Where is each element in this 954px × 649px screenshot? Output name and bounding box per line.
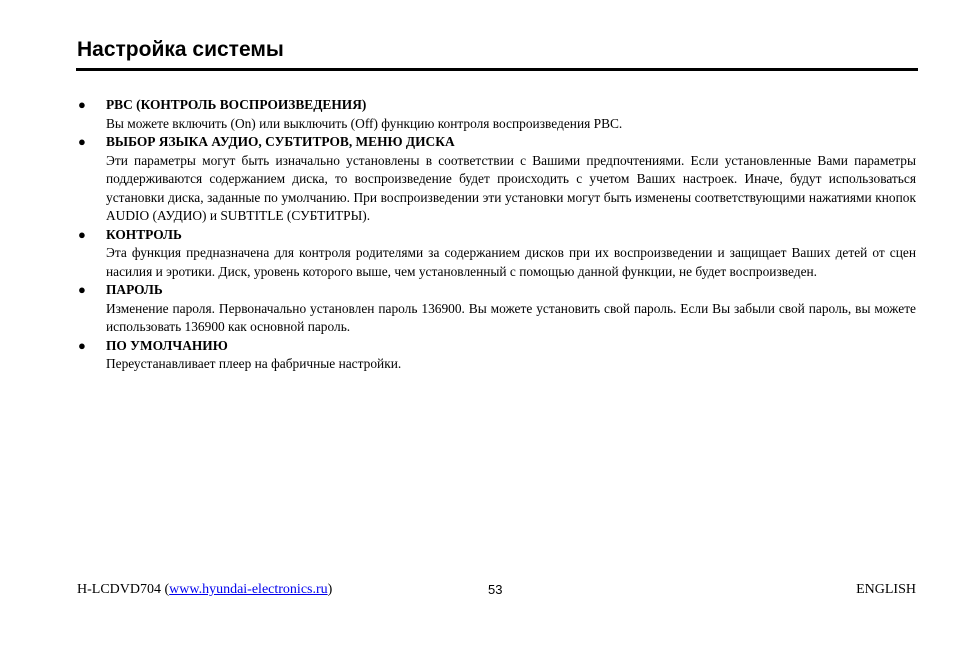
settings-list	[76, 96, 916, 374]
model-name: H-LCDVD704 (	[77, 582, 170, 597]
section-parental-control	[76, 226, 916, 282]
section-heading: ПАРОЛЬ	[106, 282, 163, 297]
section-text: Изменение пароля. Первоначально установлен пароль 136900. Вы можете установить свой пароль. Если Вы забыли свой пароль, вы можете использовать 136900 как основной пароль.	[106, 300, 916, 334]
section-heading: ПО УМОЛЧАНИЮ	[106, 337, 228, 353]
section-text: Вы можете включить (On) или выключить (Off) функцию контроля воспроизведения PBC.	[106, 115, 623, 131]
bullet-icon: ●	[78, 134, 86, 149]
section-pbc	[76, 96, 916, 133]
page-title: Настройка системы	[77, 38, 284, 61]
section-password	[76, 281, 916, 337]
section-language	[76, 133, 916, 226]
section-text: Эта функция предназначена для контроля родителями за содержанием дисков при их воспроизведении и защищает Ваших детей от сцен насилия и эротики. Диск, уровень которого выше, чем установленный с помощью данной функции, не будет воспроизведен.	[106, 245, 916, 279]
footer-model	[77, 582, 332, 598]
page-number: 53	[488, 582, 503, 597]
title-divider	[76, 68, 918, 71]
bullet-icon: ●	[78, 282, 86, 297]
section-heading: КОНТРОЛЬ	[106, 226, 182, 242]
bullet-icon: ●	[78, 97, 86, 112]
section-heading: ВЫБОР ЯЗЫКА АУДИО, СУБТИТРОВ, МЕНЮ ДИСКА	[106, 134, 455, 149]
section-default	[76, 337, 916, 374]
section-heading: PBC (КОНТРОЛЬ ВОСПРОИЗВЕДЕНИЯ)	[106, 97, 367, 112]
footer-language: ENGLISH	[856, 582, 916, 597]
website-link[interactable]: www.hyundai-electronics.ru	[169, 582, 328, 597]
bullet-icon: ●	[78, 226, 86, 242]
section-text: Эти параметры могут быть изначально установлены в соответствии с Вашими предпочтениями. Если установленные Вами параметры поддерживаются содержанием диска, то воспроизведение будет происходить с учетом Ваших настроек. Иначе, будут использоваться установки диска, заданные по умолчанию. При воспроизведении эти установки могут быть изменены соответствующими нажатиями кнопок AUDIO (АУДИО) и SUBTITLE (СУБТИТРЫ).	[106, 152, 916, 223]
section-text: Переустанавливает плеер на фабричные настройки.	[106, 356, 402, 371]
bullet-icon: ●	[78, 337, 86, 353]
model-close: )	[327, 582, 333, 597]
